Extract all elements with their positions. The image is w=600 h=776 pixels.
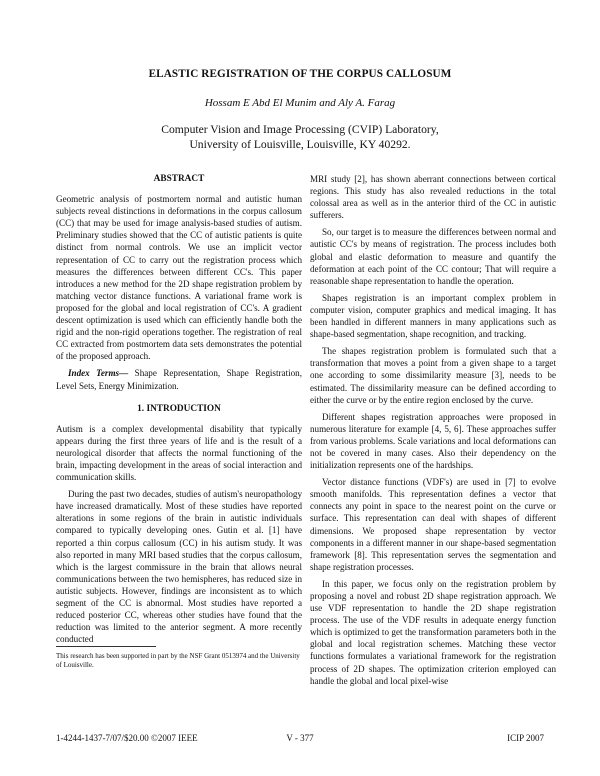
index-terms bbox=[56, 367, 302, 391]
abstract-heading: ABSTRACT bbox=[153, 174, 205, 184]
intro-paragraph-2: During the past two decades, studies of autism's neuropathology have increased dramatically. Most of these studies have reported alterations in some regions of the brain in autistic individuals compared to typically developing ones. Gutin et al. [1] have reported a thin corpus callosum (CC) in his autism study. It was also reported in many MRI based studies that the corpus callosum, which is the largest commissure in the brain that allows neural communications between the two hemispheres, has reduced size in autistic subjects. However, findings are inconsistent as to which segment of the CC is abnormal. Most studies have reported a reduced posterior CC, whereas other studies have found that the reduction was limited to the anterior segment. A more recently conducted bbox=[56, 489, 302, 645]
footer-copyright: 1-4244-1437-7/07/$20.00 ©2007 IEEE bbox=[56, 733, 198, 743]
footnote-rule bbox=[56, 646, 156, 647]
footnote: This research has been supported in part by the NSF Grant 0513974 and the University of Louisville. bbox=[56, 652, 300, 669]
right-paragraph-5: Different shapes registration approaches were proposed in numerous literature for example [4, 5, 6]. These approaches suffer from various problems. Scale variations and local deformations can not be covered in many cases. Also their dependency on the initialization represents one of the hardships. bbox=[310, 411, 556, 471]
abstract-body: Geometric analysis of postmortem normal and autistic human subjects reveal distinctions in deformations in the corpus callosum (CC) that may be used for image analysis-based studies of autism. Preliminary studies showed that the CC of autistic patients is quite distinct from normal controls. We use an implicit vector representation of CC to carry out the registration process which measures the differences between different CC's. This paper introduces a new method for the 2D shape registration problem by matching vector distance functions. A variational frame work is proposed for the global and local registration of CC's. A gradient descent optimization is used which can efficiently handle both the rigid and the non-rigid operations together. The registration of real CC extracted from postmortem data sets demonstrates the potential of the proposed approach. bbox=[56, 194, 302, 362]
footer-page-number: V - 377 bbox=[286, 733, 314, 743]
introduction-heading: 1. INTRODUCTION bbox=[137, 403, 221, 414]
affiliation-line-1: Computer Vision and Image Processing (CVIP) Laboratory, bbox=[161, 123, 439, 136]
footer-conference: ICIP 2007 bbox=[507, 733, 544, 743]
right-paragraph-1: MRI study [2], has shown aberrant connections between cortical regions. This study has also revealed reductions in the total colossal area as well as in the anterior third of the CC in autistic sufferers. bbox=[310, 174, 556, 221]
left-column bbox=[56, 173, 302, 650]
affiliation-line-2: University of Louisville, Louisville, KY 40292. bbox=[189, 138, 411, 151]
index-terms-label: Index Terms— bbox=[68, 368, 129, 379]
right-paragraph-7: In this paper, we focus only on the registration problem by proposing a novel and robust 2D shape registration approach. We use VDF representation to handle the 2D shape registration process. The use of the VDF results in adequate energy function which is optimized to get the transformation parameters both in the global and local registration schemes. Matching these vector functions formulates a variational framework for the registration process of 2D shapes. The optimization criterion employed can handle the global and local pixel-wise bbox=[310, 578, 556, 686]
intro-paragraph-1: Autism is a complex developmental disability that typically appears during the first three years of life and is the result of a neurological disorder that affects the normal functioning of the brain, impacting development in the areas of social interaction and communication skills. bbox=[56, 423, 302, 483]
affiliation bbox=[0, 122, 600, 152]
right-paragraph-3: Shapes registration is an important complex problem in computer vision, computer graphics and medical imaging. It has been handled in different manners in many applications such as shape-based segmentation, shape recognition, and tracking. bbox=[310, 292, 556, 340]
authors: Hossam E Abd El Munim and Aly A. Farag bbox=[204, 97, 396, 109]
right-paragraph-2: So, our target is to measure the differences between normal and autistic CC's by means of registration. The process includes both global and elastic deformation to measure and quantify the deformation at each point of the CC contour; That will require a reasonable shape representation to handle the operation. bbox=[310, 227, 556, 286]
right-paragraph-4: The shapes registration problem is formulated such that a transformation that moves a point from a given shape to a target one according to some dissimilarity measure [3], needs to be estimated. The dissimilarity measure can be defined according to either the curve or by the entire region enclosed by the curve. bbox=[310, 346, 556, 405]
paper-title: ELASTIC REGISTRATION OF THE CORPUS CALLOSUM bbox=[148, 68, 452, 80]
right-column bbox=[310, 173, 556, 692]
right-paragraph-6: Vector distance functions (VDF's) are used in [7] to evolve smooth manifolds. This representation defines a vector that connects any point in space to the nearest point on the curve or surface. This representation can deal with shapes of different dimensions. We proposed shape representation by vector components in a different manner in our shape-based segmentation framework [8]. This representation serves the segmentation and shape registration processes. bbox=[310, 477, 556, 572]
index-terms-text: Shape Representation, Shape Registration, Level Sets, Energy Minimization. bbox=[56, 368, 302, 391]
